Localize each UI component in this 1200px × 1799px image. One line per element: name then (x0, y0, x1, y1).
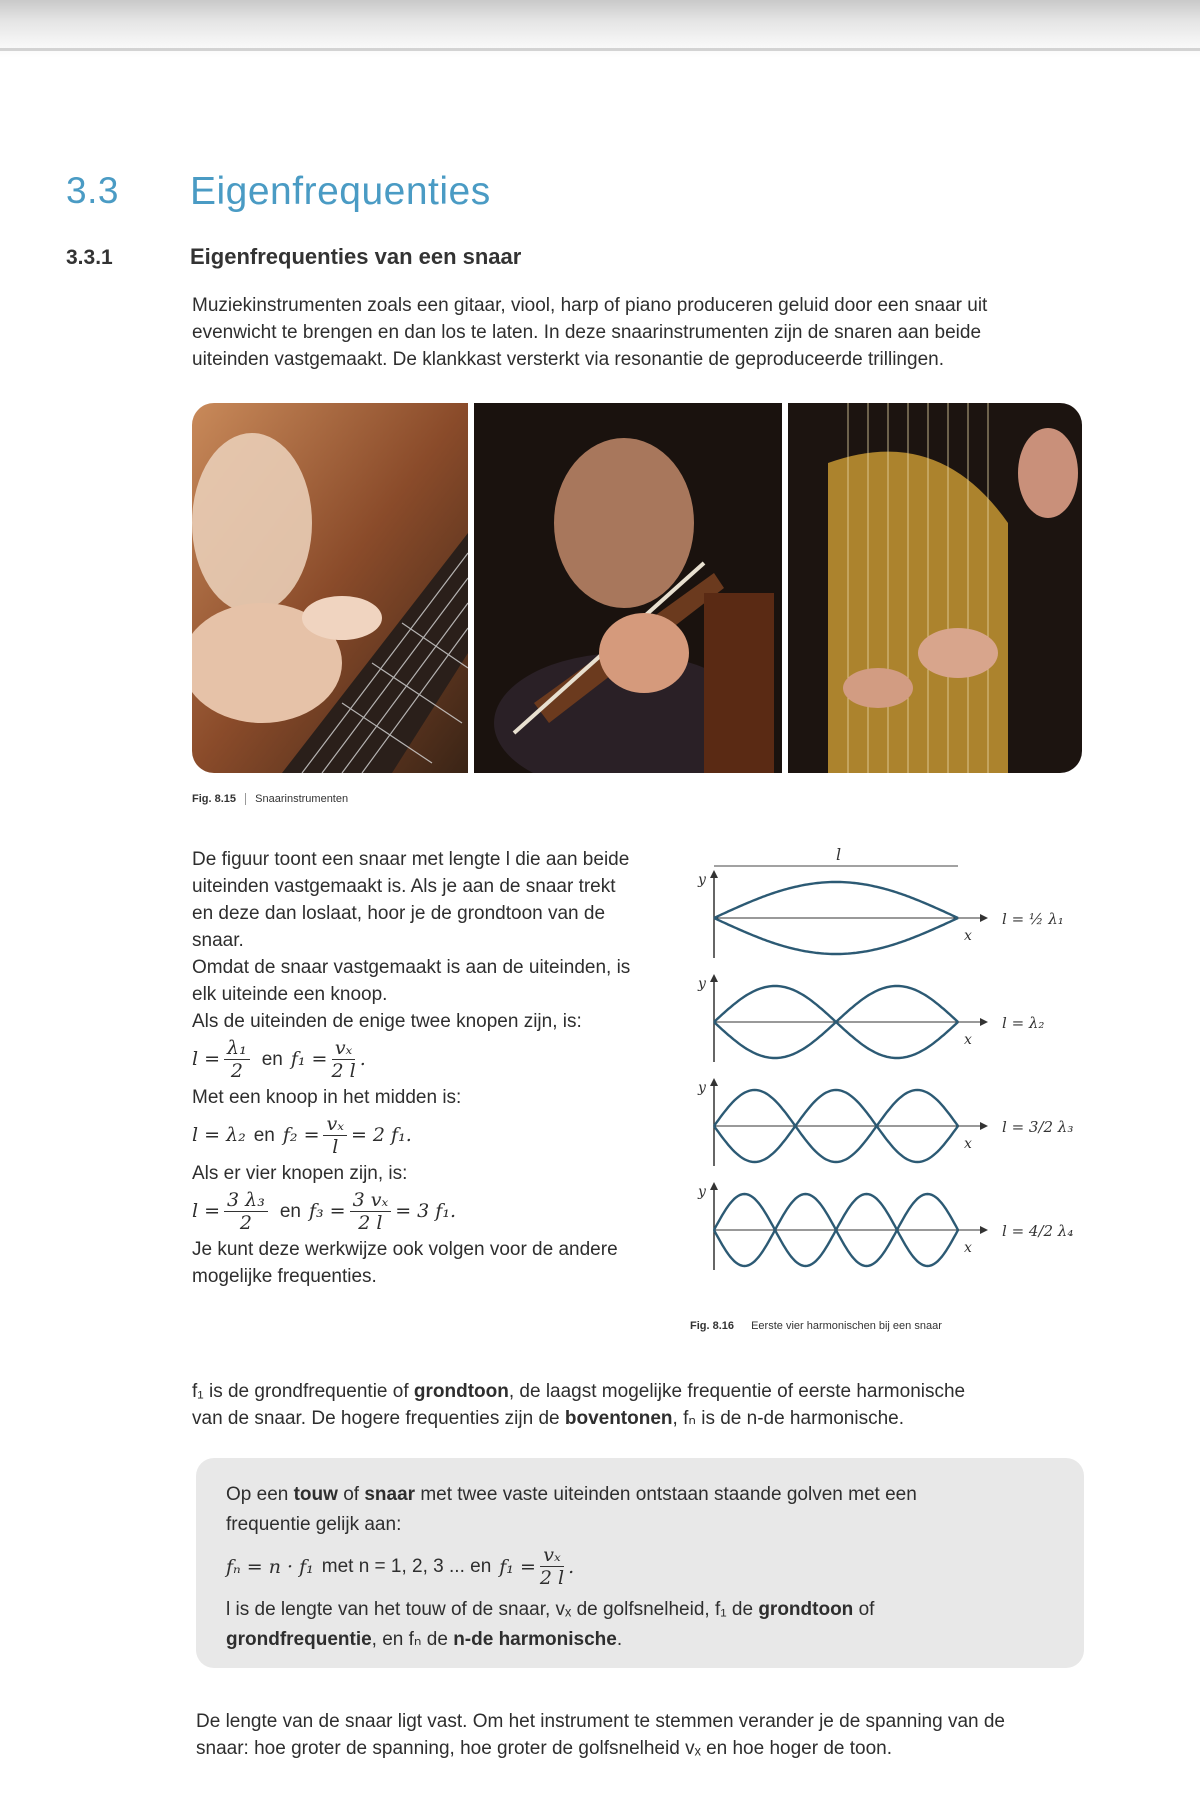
equation-1 (192, 1037, 632, 1082)
text: , de laagst mogelijke frequentie of eerste harmonische (508, 1381, 966, 1402)
harmonic-row-4 (697, 1182, 1073, 1270)
x-axis-arrow (980, 914, 988, 922)
intro-line-3: uiteinden vastgemaakt. De klankkast versterkt via resonantie de geproduceerde trillingen. (192, 349, 944, 370)
length-relation-label: l = ½ λ₁ (1002, 910, 1064, 928)
eq1-den2: 2 l (331, 1060, 356, 1082)
harmonic-row-2 (697, 974, 1044, 1062)
subsection-title: Eigenfrequenties van een snaar (190, 244, 522, 269)
closing-paragraph (196, 1708, 1096, 1762)
x-axis-arrow (980, 1122, 988, 1130)
harmonics-diagram (690, 846, 1090, 1306)
term-touw: touw (293, 1484, 338, 1505)
y-label: y (698, 1184, 706, 1200)
x-axis-arrow (980, 1226, 988, 1234)
equation-2 (192, 1113, 632, 1158)
term-snaar: snaar (364, 1484, 416, 1505)
eq-end: . (568, 1555, 575, 1578)
scan-edge-line (0, 48, 1200, 51)
x-label: x (964, 1136, 972, 1152)
y-axis-arrow (710, 974, 718, 982)
eq1-den: 2 (230, 1060, 243, 1082)
eq3-num2: 3 vₓ (350, 1189, 392, 1212)
body-p5: Als er vier knopen zijn, is: (192, 1163, 408, 1184)
eq-fn: fₙ = n · f₁ (226, 1555, 314, 1578)
eq2-den2: l (332, 1136, 339, 1158)
body-p4: Met een knoop in het midden is: (192, 1087, 462, 1108)
eq1-en: en (261, 1049, 283, 1070)
standing-wave-upper (714, 882, 958, 918)
text: f₁ is de grondfrequentie of (192, 1381, 414, 1402)
harmonic-row-3 (697, 1078, 1073, 1166)
x-axis-arrow (980, 1018, 988, 1026)
length-relation-label: l = 4/2 λ₄ (1002, 1222, 1074, 1240)
harmonics-line-2 (192, 1405, 1092, 1432)
closing-line-2: snaar: hoe groter de spanning, hoe groter de golfsnelheid vₓ en hoe hoger de toon. (196, 1738, 893, 1759)
text: of (853, 1599, 875, 1620)
harmonics-line-1 (192, 1378, 1092, 1405)
harmonics-paragraph (192, 1378, 1092, 1432)
length-label: l (836, 846, 842, 864)
figure-caption-8-16 (690, 1320, 942, 1332)
text: , en fₙ de (371, 1629, 454, 1650)
eq1-num: λ₁ (224, 1037, 250, 1060)
eq2-end: = 2 f₁. (350, 1124, 412, 1146)
closing-line-1: De lengte van de snaar ligt vast. Om het instrument te stemmen verander je de spanning van de (196, 1711, 1006, 1732)
violin-photo (474, 403, 782, 773)
eq2-rhs: f₂ = (282, 1124, 320, 1146)
eq1-frac-v (331, 1037, 355, 1082)
figure-text: Eerste vier harmonischen bij een snaar (751, 1320, 942, 1332)
body-p3: Als de uiteinden de enige twee knopen zijn, is: (192, 1011, 582, 1032)
figure-caption-8-15 (192, 793, 348, 805)
length-relation-label: l = 3/2 λ₃ (1002, 1118, 1074, 1136)
eq-frac (540, 1544, 564, 1589)
summary-content (226, 1480, 1056, 1655)
eq3-end: = 3 f₁. (395, 1200, 456, 1222)
eq2-en: en (253, 1125, 275, 1146)
harmonic-row-1 (697, 870, 1064, 958)
equation-3 (192, 1189, 632, 1234)
x-label: x (964, 1032, 972, 1048)
eq2-lhs: l = λ₂ (192, 1124, 246, 1146)
y-label: y (698, 976, 706, 992)
summary-line-4 (226, 1595, 1056, 1625)
body-p6: Je kunt deze werkwijze ook volgen voor de andere mogelijke frequenties. (192, 1239, 618, 1287)
eq-range: met n = 1, 2, 3 ... en (321, 1555, 492, 1577)
text: l is de lengte van het touw of de snaar, vₓ de golfsnelheid, f₁ de (226, 1599, 759, 1620)
eq1-frac-lambda (224, 1037, 250, 1082)
eq3-num: 3 λ₃ (224, 1189, 268, 1212)
term-grondtoon: grondtoon (413, 1381, 509, 1402)
eq3-frac-lambda (224, 1189, 268, 1234)
eq2-num2: vₓ (323, 1113, 346, 1136)
eq1-end: . (359, 1048, 366, 1070)
summary-equation (226, 1544, 1056, 1589)
term-boventonen: boventonen (564, 1408, 673, 1429)
text: , fₙ is de n-de harmonische. (672, 1408, 904, 1429)
section-number: 3.3 (66, 170, 119, 211)
body-p1: De figuur toont een snaar met lengte l die aan beide uiteinden vastgemaakt is. Als je aan de snaar trekt en deze dan loslaat, hoor je de grondtoon van de snaar. (192, 849, 630, 951)
summary-line-1 (226, 1480, 1056, 1510)
y-axis-arrow (710, 870, 718, 878)
figure-label: Fig. 8.16 (690, 1320, 735, 1332)
eq1-rhs: f₁ = (290, 1048, 328, 1070)
subsection-number: 3.3.1 (66, 246, 113, 269)
text: of (337, 1484, 365, 1505)
eq3-en: en (279, 1201, 301, 1222)
text: Op een (226, 1484, 294, 1505)
term-grondfrequentie: grondfrequentie (226, 1629, 372, 1650)
summary-line-5 (226, 1625, 1056, 1655)
length-relation-label: l = λ₂ (1002, 1014, 1045, 1032)
text: van de snaar. De hogere frequenties zijn de (192, 1408, 565, 1429)
body-text (192, 846, 632, 1290)
harp-photo (788, 403, 1082, 773)
standing-wave-lower (714, 918, 958, 954)
x-label: x (964, 928, 972, 944)
eq3-den: 2 (239, 1212, 252, 1234)
body-p2: Omdat de snaar vastgemaakt is aan de uiteinden, is elk uiteinde een knoop. (192, 957, 631, 1005)
eq3-den2: 2 l (358, 1212, 383, 1234)
y-label: y (698, 1080, 706, 1096)
text: met twee vaste uiteinden ontstaan staande golven met een (415, 1484, 917, 1505)
guitar-photo (192, 403, 468, 773)
figure-text: Snaarinstrumenten (255, 793, 349, 805)
intro-paragraph (192, 292, 1092, 373)
summary-box (196, 1458, 1084, 1668)
text: . (616, 1629, 623, 1650)
y-label: y (698, 872, 706, 888)
figure-label: Fig. 8.15 (192, 793, 237, 805)
eq-f1: f₁ = (499, 1555, 536, 1578)
eq3-frac-v (350, 1189, 392, 1234)
eq1-lhs: l = (192, 1048, 221, 1070)
instrument-photos (192, 403, 1082, 773)
y-axis-arrow (710, 1182, 718, 1190)
section-title: Eigenfrequenties (190, 170, 491, 213)
eq-den: 2 l (539, 1567, 565, 1589)
eq-num: vₓ (540, 1544, 563, 1567)
intro-line-1: Muziekinstrumenten zoals een gitaar, viool, harp of piano produceren geluid door een snaar uit (192, 295, 988, 316)
term-grondtoon: grondtoon (758, 1599, 854, 1620)
eq3-rhs: f₃ = (308, 1200, 346, 1222)
term-n-de-harmonische: n-de harmonische (453, 1629, 617, 1650)
y-axis-arrow (710, 1078, 718, 1086)
eq1-num2: vₓ (332, 1037, 355, 1060)
intro-line-2: evenwicht te brengen en dan los te laten. In deze snaarinstrumenten zijn de snaren aan beide (192, 322, 982, 343)
x-label: x (964, 1240, 972, 1256)
eq3-lhs: l = (192, 1200, 221, 1222)
eq2-frac-v (323, 1113, 346, 1158)
summary-line-2: frequentie gelijk aan: (226, 1514, 402, 1535)
